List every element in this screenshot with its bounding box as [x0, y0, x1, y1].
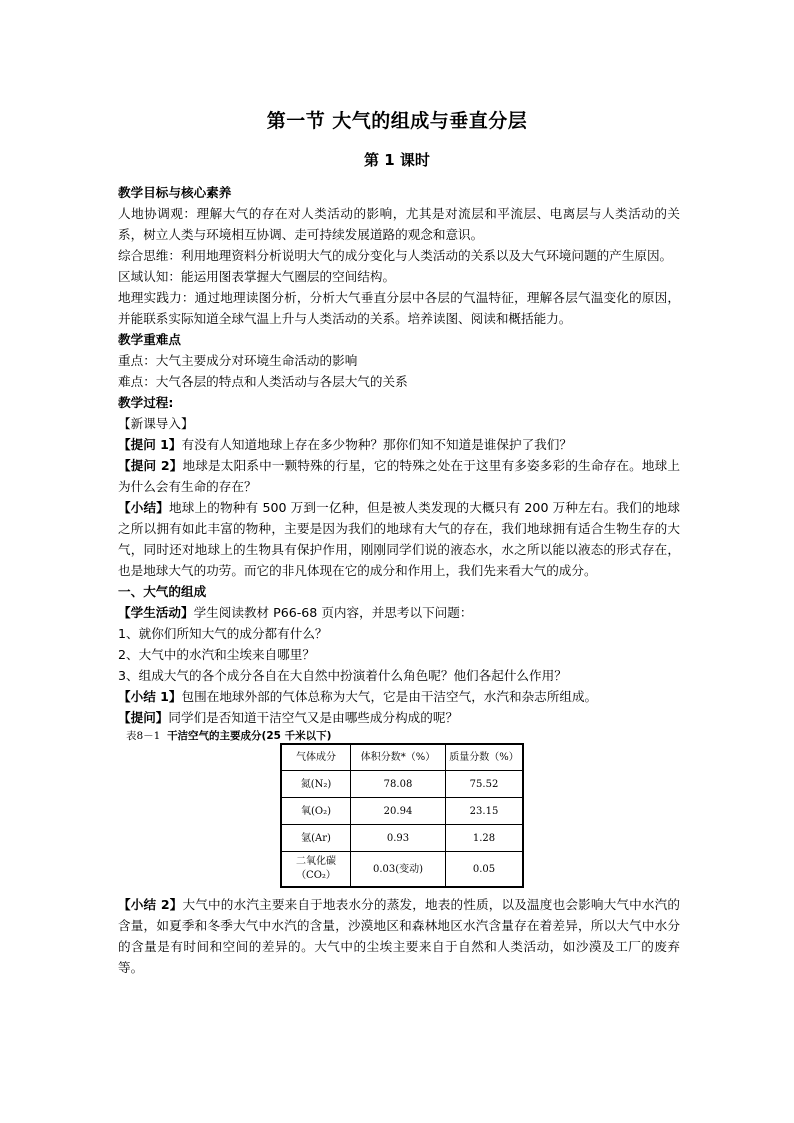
objective-3: 区域认知：能运用图表掌握大气圈层的空间结构。: [118, 269, 396, 284]
activity-question-1: 1、就你们所知大气的成分都有什么？: [118, 626, 328, 641]
question-2: [118, 455, 680, 497]
summary-1-text: 包围在地球外部的气体总称为大气，它是由干洁空气，水汽和杂志所组成。: [181, 689, 598, 704]
question-1: [118, 434, 680, 455]
table-row: [281, 798, 523, 825]
table-row: [281, 825, 523, 852]
activity-question-2: 2、大气中的水汽和尘埃来自哪里？: [118, 647, 315, 662]
table-row: [281, 852, 523, 888]
process-heading: 教学过程:: [118, 395, 174, 410]
table-row: [281, 771, 523, 798]
student-activity: [118, 602, 680, 623]
part1-heading: 一、大气的组成: [118, 584, 207, 599]
header-volume: 体积分数*（%）: [351, 744, 446, 771]
question-1-label: 【提问 1】: [118, 437, 182, 452]
table-caption-title: 干洁空气的主要成分(25 千米以下): [167, 730, 332, 742]
cell-mass: 75.52: [446, 771, 524, 798]
objective-4: 地理实践力：通过地理读图分析，分析大气垂直分层中各层的气温特征，理解各层气温变化的原因，并能联系实际知道全球气温上升与人类活动的关系。培养读图、阅读和概括能力。: [118, 290, 680, 326]
intro-label: 【新课导入】: [118, 416, 194, 431]
page-title: 第一节 大气的组成与垂直分层: [266, 110, 528, 132]
key-point: 重点：大气主要成分对环境生命活动的影响: [118, 353, 358, 368]
lesson-subtitle: 第 1 课时: [364, 151, 430, 169]
objectives-heading: 教学目标与核心素养: [118, 185, 232, 200]
question-1-text: 有没有人知道地球上存在多少物种？那你们知不知道是谁保护了我们？: [181, 437, 572, 452]
ask-text: 同学们是否知道干洁空气又是由哪些成分构成的呢？: [168, 710, 459, 725]
summary-2: [118, 894, 680, 978]
cell-gas: 氧(O₂): [281, 798, 351, 825]
ask-label: 【提问】: [118, 710, 169, 725]
cell-mass: 0.05: [446, 852, 524, 888]
student-activity-text: 学生阅读教材 P66-68 页内容，并思考以下问题：: [193, 605, 473, 620]
cell-volume: 0.03(变动): [351, 852, 446, 888]
cell-gas-name: 二氧化碳: [296, 856, 336, 867]
table-caption-number: 表8－1: [126, 730, 161, 742]
summary-2-text: 大气中的水汽主要来自于地表水分的蒸发，地表的性质，以及温度也会影响大气中水汽的含量，如夏季和冬季大气中水汽的含量，沙漠地区和森林地区水汽含量存在着差异，所以大气中水分的含量是有时间和空间的差异的。大气中的尘埃主要来自于自然和人类活动，如沙漠及工厂的废弃等。: [118, 897, 681, 975]
cell-gas: 氩(Ar): [281, 825, 351, 852]
question-2-text: 地球是太阳系中一颗特殊的行星，它的特殊之处在于这里有多姿多彩的生命存在。地球上为什么会有生命的存在？: [118, 458, 681, 494]
header-mass: 质量分数（%）: [446, 744, 524, 771]
summary-2-label: 【小结 2】: [118, 897, 183, 912]
question-2-label: 【提问 2】: [118, 458, 183, 473]
summary: [118, 497, 680, 581]
cell-mass: 23.15: [446, 798, 524, 825]
cell-volume: 0.93: [351, 825, 446, 852]
summary-1-label: 【小结 1】: [118, 689, 182, 704]
key-points-heading: 教学重难点: [118, 332, 181, 347]
cell-gas: [281, 852, 351, 888]
air-composition-table: [280, 743, 524, 888]
cell-volume: 20.94: [351, 798, 446, 825]
cell-gas: 氮(N₂): [281, 771, 351, 798]
table-header-row: [281, 744, 523, 771]
ask: [118, 707, 680, 728]
activity-question-3: 3、组成大气的各个成分各自在大自然中扮演着什么角色呢？他们各起什么作用？: [118, 668, 567, 683]
air-composition-table-block: [118, 729, 680, 888]
summary-1: [118, 686, 680, 707]
student-activity-label: 【学生活动】: [118, 605, 194, 620]
objective-1: 人地协调观：理解大气的存在对人类活动的影响，尤其是对流层和平流层、电离层与人类活动的关系，树立人类与环境相互协调、走可持续发展道路的观念和意识。: [118, 206, 680, 242]
document-body: [118, 182, 680, 978]
header-gas: 气体成分: [281, 744, 351, 771]
cell-volume: 78.08: [351, 771, 446, 798]
summary-text: 地球上的物种有 500 万到一亿种，但是被人类发现的大概只有 200 万种左右。我们的地球之所以拥有如此丰富的物种，主要是因为我们的地球有大气的存在，我们地球拥有适合生物生存的大气，同时还对地球上的生物具有保护作用，刚刚同学们说的液态水，水之所以能以液态的形式存在，也是地球大气的功劳。而它的非凡体现在它的成分和作用上，我们先来看大气的成分。: [118, 500, 681, 578]
difficult-point: 难点：大气各层的特点和人类活动与各层大气的关系: [118, 374, 408, 389]
cell-mass: 1.28: [446, 825, 524, 852]
cell-gas-formula: （CO₂）: [296, 870, 336, 881]
table-caption: [118, 729, 680, 743]
summary-label: 【小结】: [118, 500, 170, 515]
objective-2: 综合思维：利用地理资料分析说明大气的成分变化与人类活动的关系以及大气环境问题的产生原因。: [118, 248, 673, 263]
